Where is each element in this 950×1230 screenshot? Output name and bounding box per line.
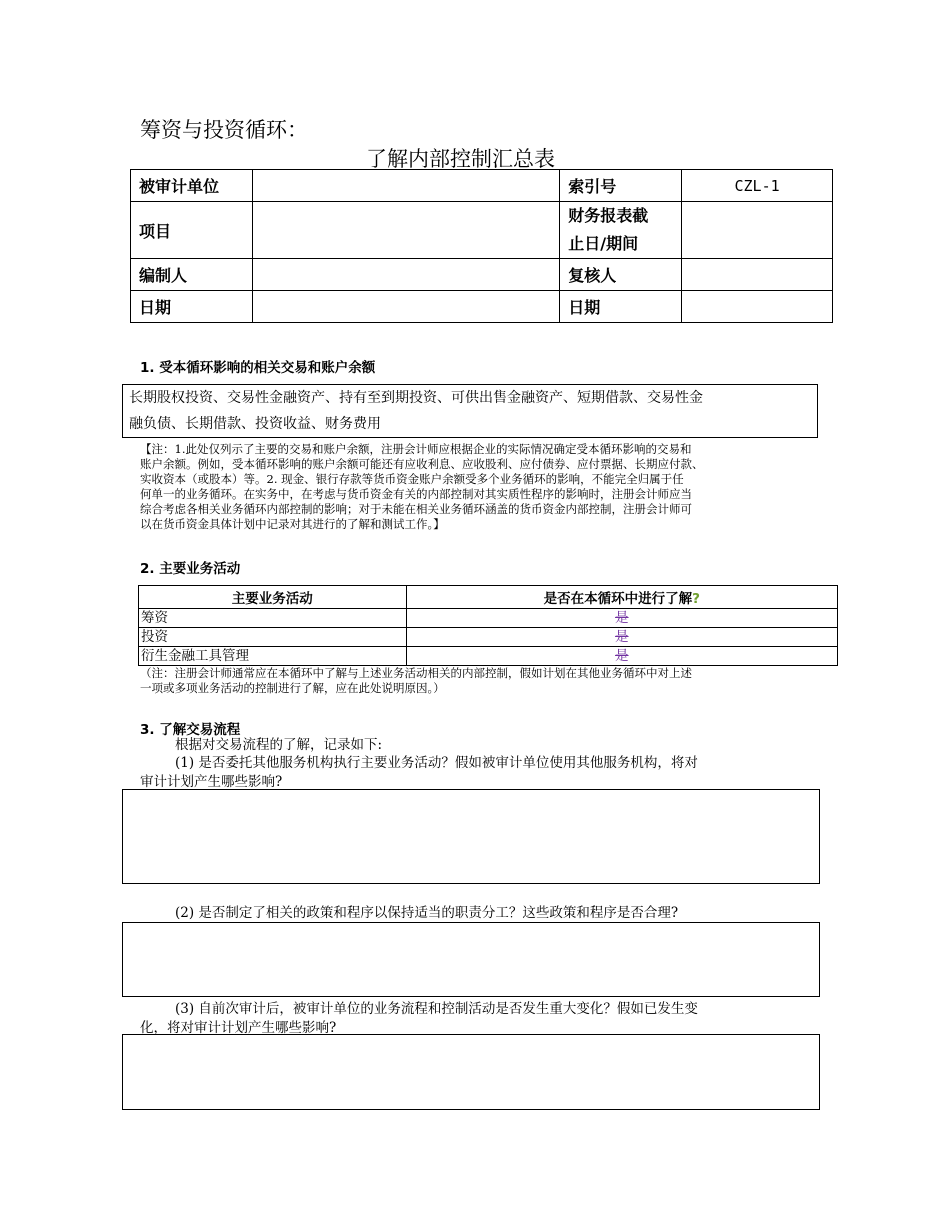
project-label: 项目 bbox=[131, 202, 253, 259]
note-line: 以在货币资金具体计划中记录对其进行的了解和测试工作。】 bbox=[140, 517, 445, 531]
note-line: 综合考虑各相关业务循环内部控制的影响；对于未能在相关业务循环涵盖的货币资金内部控制，注册会计师可 bbox=[140, 502, 692, 516]
section3-intro: 根据对交易流程的了解，记录如下: bbox=[175, 737, 383, 753]
period-label-line2: 止日/期间 bbox=[568, 234, 639, 253]
accounts-line-2: 融负债、长期借款、投资收益、财务费用 bbox=[129, 416, 381, 432]
section2-heading: 2. 主要业务活动 bbox=[140, 561, 241, 577]
section2-note bbox=[140, 666, 830, 696]
question-1 bbox=[140, 754, 820, 792]
question-1-line2: 审计计划产生哪些影响? bbox=[140, 774, 283, 790]
note-line: （注：注册会计师通常应在本循环中了解与上述业务活动相关的内部控制，假如计划在其他业务循环中对上述 bbox=[140, 666, 692, 680]
date-label-1: 日期 bbox=[131, 291, 253, 323]
note-line: 【注：1.此处仅列示了主要的交易和账户余额，注册会计师应根据企业的实际情况确定受本循环影响的交易和 bbox=[140, 442, 692, 456]
answer-cell[interactable]: 是 bbox=[406, 628, 837, 647]
answer-cell[interactable]: 是 bbox=[406, 609, 837, 628]
answer-box-3[interactable] bbox=[122, 1034, 820, 1110]
header-table bbox=[130, 169, 833, 323]
section1-heading: 1. 受本循环影响的相关交易和账户余额 bbox=[140, 360, 376, 376]
index-value: CZL-1 bbox=[682, 170, 833, 202]
activity-cell: 筹资 bbox=[139, 609, 407, 628]
activity-cell: 投资 bbox=[139, 628, 407, 647]
note-line: 账户余额。例如，受本循环影响的账户余额可能还有应收利息、应收股利、应付债券、应付票据、长期应付款、 bbox=[140, 457, 704, 471]
activity-cell: 衍生金融工具管理 bbox=[139, 647, 407, 666]
audited-unit-label: 被审计单位 bbox=[131, 170, 253, 202]
section3-heading: 3. 了解交易流程 bbox=[140, 722, 241, 738]
table-row bbox=[139, 628, 838, 647]
col-header-understood bbox=[406, 586, 837, 609]
reviewer-label: 复核人 bbox=[560, 259, 682, 291]
note-line: 何单一的业务循环。在实务中，在考虑与货币资金有关的内部控制对其实质性程序的影响时，注册会计师应当 bbox=[140, 487, 692, 501]
date-value-2[interactable] bbox=[682, 291, 833, 323]
note-line: 实收资本（或股本）等。2. 现金、银行存款等货币资金账户余额受多个业务循环的影响，不能完全归属于任 bbox=[140, 472, 684, 486]
section1-note bbox=[140, 442, 830, 532]
col-header-mark: ? bbox=[692, 591, 700, 607]
answer-box-1[interactable] bbox=[122, 789, 820, 884]
index-label: 索引号 bbox=[560, 170, 682, 202]
project-value[interactable] bbox=[252, 202, 559, 259]
reviewer-value[interactable] bbox=[682, 259, 833, 291]
period-label-line1: 财务报表截 bbox=[568, 206, 649, 225]
table-row bbox=[139, 647, 838, 666]
accounts-line-1: 长期股权投资、交易性金融资产、持有至到期投资、可供出售金融资产、短期借款、交易性金 bbox=[129, 390, 703, 406]
preparer-value[interactable] bbox=[252, 259, 559, 291]
document-subtitle: 了解内部控制汇总表 bbox=[366, 147, 555, 171]
answer-box-2[interactable] bbox=[122, 922, 820, 997]
question-2: (2) 是否制定了相关的政策和程序以保持适当的职责分工？这些政策和程序是否合理? bbox=[175, 905, 679, 921]
date-value-1[interactable] bbox=[252, 291, 559, 323]
col-header-activity: 主要业务活动 bbox=[139, 586, 407, 609]
table-row bbox=[139, 609, 838, 628]
col-header-understood-text: 是否在本循环中进行了解 bbox=[543, 591, 693, 607]
preparer-label: 编制人 bbox=[131, 259, 253, 291]
document-title: 筹资与投资循环： bbox=[140, 118, 308, 142]
question-3-line2: 化，将对审计计划产生哪些影响? bbox=[140, 1020, 337, 1036]
answer-cell[interactable]: 是 bbox=[406, 647, 837, 666]
accounts-box bbox=[122, 384, 818, 438]
activities-table bbox=[138, 585, 838, 666]
question-3 bbox=[140, 1000, 820, 1038]
period-value[interactable] bbox=[682, 202, 833, 259]
date-label-2: 日期 bbox=[560, 291, 682, 323]
note-line: 一项或多项业务活动的控制进行了解，应在此处说明原因。） bbox=[140, 681, 445, 695]
audited-unit-value[interactable] bbox=[252, 170, 559, 202]
period-label bbox=[560, 202, 682, 259]
question-1-line1: (1) 是否委托其他服务机构执行主要业务活动？假如被审计单位使用其他服务机构，将对 bbox=[175, 755, 698, 771]
question-3-line1: (3) 自前次审计后，被审计单位的业务流程和控制活动是否发生重大变化？假如已发生变 bbox=[175, 1001, 698, 1017]
